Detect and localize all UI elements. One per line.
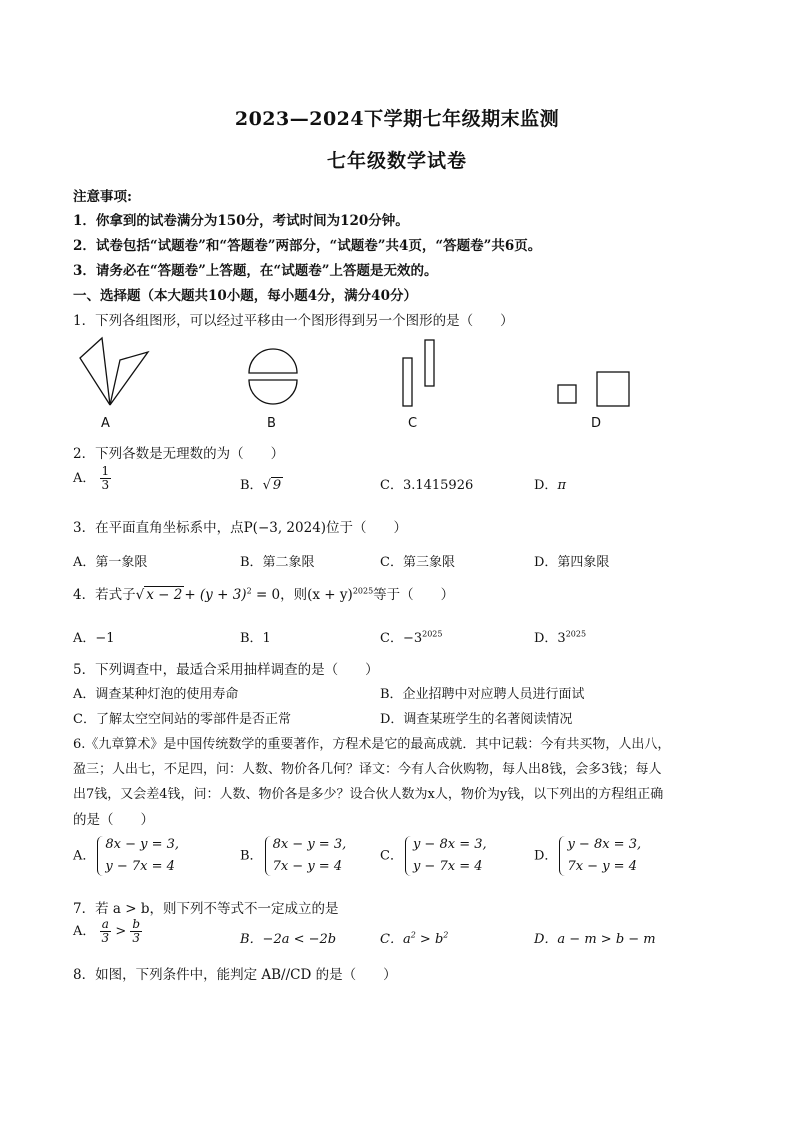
question-2-option-c: C．3.1415926: [380, 478, 474, 493]
question-4-option-c: C．$-3^{2025}$: [380, 629, 443, 646]
question-4-stem: 4．若式子√ $x - 2 + (y + 3)^2 = 0$，则$(x + y)^{2025}$等于（ ）: [73, 586, 455, 603]
question-7-option-d: D．a − m > b − m: [534, 932, 656, 947]
figure-label-c: C: [408, 416, 418, 431]
figure-b-shape: [249, 349, 297, 404]
figure-c-shape: [403, 340, 434, 406]
figure-label-b: B: [267, 416, 276, 431]
question-6-line-2: 盈三；人出七，不足四，问：人数、物价各几何？译文：今有人合伙购物，每人出8钱，会多3钱；每人: [73, 762, 662, 777]
question-4-option-d: D．$3^{2025}$: [534, 629, 587, 646]
question-6-option-d: D． y − 8x = 3, 7x − y = 4: [534, 834, 641, 878]
question-3-option-c: C．第三象限: [380, 555, 455, 570]
figure-d-shape: [558, 372, 629, 406]
page-title: 2023—2024下学期七年级期末监测: [234, 108, 560, 130]
note-item-1: 1．你拿到的试卷满分为150分，考试时间为120分钟。: [73, 213, 409, 229]
question-6-option-b: B． 8x − y = 3, 7x − y = 4: [240, 834, 346, 878]
question-3-option-d: D．第四象限: [534, 555, 610, 570]
question-7-option-b: B．−2a < −2b: [240, 932, 337, 947]
question-5-option-c: C．了解太空空间站的零部件是否正常: [73, 712, 291, 727]
question-5-stem: 5．下列调查中，最适合采用抽样调查的是（ ）: [73, 662, 379, 678]
question-7-option-a: A． $\frac{a}{3}$ > $\frac{b}{3}$: [73, 917, 141, 945]
question-3-option-b: B．第二象限: [240, 555, 315, 570]
figure-a-shape: [80, 338, 148, 405]
question-2-option-d: D．π: [534, 478, 566, 493]
sqrt-icon: √: [135, 587, 145, 603]
question-7-stem: 7．若 a > b，则下列不等式不一定成立的是: [73, 901, 339, 917]
question-2-stem: 2．下列各数是无理数的为（ ）: [73, 446, 285, 462]
question-6-line-1: 6.《九章算术》是中国传统数学的重要著作，方程术是它的最高成就．其中记载：今有共买物，人出八，: [73, 737, 671, 752]
question-4-option-a: A．−1: [73, 631, 115, 646]
note-item-2: 2．试卷包括“试题卷”和“答题卷”两部分，“试题卷”共4页，“答题卷”共6页。: [73, 238, 542, 254]
question-3-stem: 3．在平面直角坐标系中，点P(−3, 2024)位于（ ）: [73, 520, 408, 536]
question-2-option-a: A． $\frac{1}{3}$: [73, 464, 110, 492]
sqrt-icon: √: [262, 478, 271, 493]
figure-label-a: A: [101, 416, 110, 431]
page-subtitle: 七年级数学试卷: [326, 150, 467, 172]
note-item-3: 3．请务必在“答题卷”上答题，在“试题卷”上答题是无效的。: [73, 263, 438, 279]
question-6-option-c: C． y − 8x = 3, y − 7x = 4: [380, 834, 487, 878]
question-3-option-a: A．第一象限: [73, 555, 148, 570]
figure-label-d: D: [591, 416, 602, 431]
question-6-line-3: 出7钱，又会差4钱，问：人数、物价各是多少？设合伙人数为x人，物价为y钱，以下列出的方程组正确: [73, 787, 664, 802]
notes-heading: 注意事项:: [73, 189, 132, 205]
question-1-stem: 1．下列各组图形，可以经过平移由一个图形得到另一个图形的是（ ）: [73, 313, 514, 329]
question-1-figures: [70, 330, 710, 420]
question-5-option-b: B．企业招聘中对应聘人员进行面试: [380, 687, 585, 702]
question-4-option-b: B．1: [240, 631, 271, 646]
fraction: $\frac{1}{3}$: [101, 464, 110, 492]
question-8-stem: 8．如图，下列条件中，能判定 AB//CD 的是（ ）: [73, 967, 397, 983]
question-5-option-a: A．调查某种灯泡的使用寿命: [73, 687, 239, 702]
question-6-option-a: A． 8x − y = 3, y − 7x = 4: [73, 834, 179, 878]
question-5-option-d: D．调查某班学生的名著阅读情况: [380, 712, 573, 727]
section-heading: 一、选择题（本大题共10小题，每小题4分，满分40分）: [73, 288, 417, 304]
question-2-option-b: B．√ 9: [240, 478, 282, 493]
question-6-line-4: 的是（ ）: [73, 812, 154, 828]
question-7-option-c: C．$a^2 > b^2$: [380, 930, 449, 947]
